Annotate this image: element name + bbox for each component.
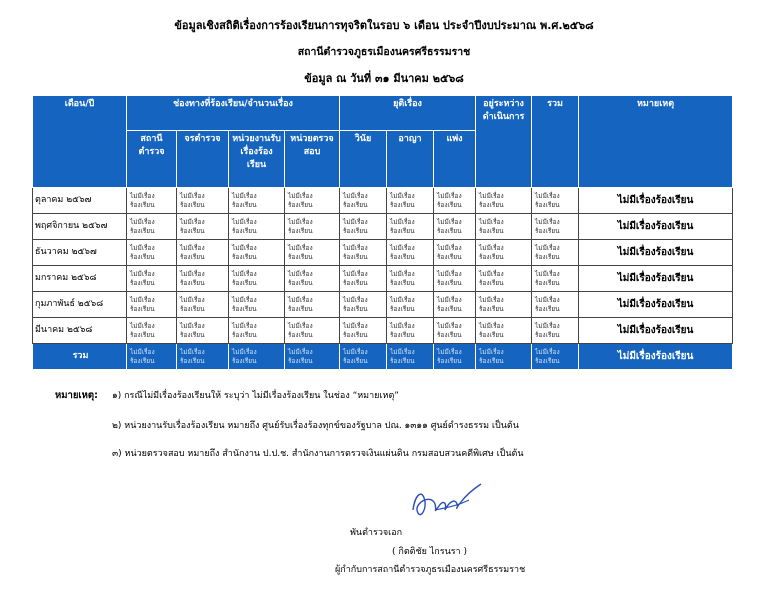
cell-text-line1: ไม่มีเรื่อง [130, 295, 155, 304]
cell-text-line2: ร้องเรียน [437, 304, 462, 313]
cell-text-line1: ไม่มีเรื่อง [343, 191, 368, 200]
cell-text-line2: ร้องเรียน [343, 304, 368, 313]
cell-text-line2: ร้องเรียน [390, 200, 415, 209]
count-cell [229, 318, 285, 344]
remark-cell: ไม่มีเรื่องร้องเรียน [579, 318, 733, 344]
note-item: ๓) หน่วยตรวจสอบ หมายถึง สำนักงาน ป.ป.ช. สำนักงานการตรวจเงินแผ่นดิน กรมสอบสวนคดีพิเศษ เป็นต้น [112, 449, 524, 459]
cell-text-line1: ไม่มีเรื่อง [180, 191, 205, 200]
count-cell [177, 188, 229, 214]
count-cell [434, 266, 476, 292]
data-as-of-date: ข้อมูล ณ วันที่ ๓๑ มีนาคม ๒๕๖๘ [304, 72, 464, 85]
count-cell [434, 214, 476, 240]
cell-text-line1: ไม่มีเรื่อง [288, 321, 313, 330]
cell-text-line2: ร้องเรียน [479, 200, 504, 209]
station-name: สถานีตำรวจภูธรเมืองนครศรีธรรมราช [297, 46, 471, 58]
count-cell [476, 188, 532, 214]
cell-text-line2: ร้องเรียน [180, 330, 205, 339]
header-pending: อยู่ระหว่างดำเนินการ [476, 96, 532, 188]
cell-text-line2: ร้องเรียน [390, 226, 415, 235]
count-cell [229, 188, 285, 214]
cell-text-line2: ร้องเรียน [437, 278, 462, 287]
cell-text-line2: ร้องเรียน [130, 330, 155, 339]
cell-text-line1: ไม่มีเรื่อง [288, 191, 313, 200]
cell-text-line1: ไม่มีเรื่อง [390, 347, 415, 356]
note-item: ๒) หน่วยงานรับเรื่องร้องเรียน หมายถึง ศูนย์รับเรื่องร้องทุกข์ของรัฐบาล ปณ. ๑๓๑๑ ศูนย์ดำรงธรรม เป็นต้น [112, 421, 519, 431]
count-cell [177, 318, 229, 344]
cell-text-line2: ร้องเรียน [130, 278, 155, 287]
count-cell [532, 344, 579, 370]
cell-text-line1: ไม่มีเรื่อง [180, 217, 205, 226]
cell-text-line1: ไม่มีเรื่อง [535, 217, 560, 226]
count-cell [127, 214, 177, 240]
cell-text-line1: ไม่มีเรื่อง [437, 217, 462, 226]
cell-text-line2: ร้องเรียน [343, 356, 368, 365]
count-cell [229, 292, 285, 318]
count-cell [127, 292, 177, 318]
remark-cell: ไม่มีเรื่องร้องเรียน [579, 240, 733, 266]
cell-text-line2: ร้องเรียน [437, 356, 462, 365]
cell-text-line1: ไม่มีเรื่อง [130, 347, 155, 356]
count-cell [285, 318, 340, 344]
subheader-audit-unit: หน่วยตรวจสอบ [285, 131, 340, 188]
cell-text-line2: ร้องเรียน [479, 304, 504, 313]
cell-text-line1: ไม่มีเรื่อง [390, 269, 415, 278]
count-cell [285, 240, 340, 266]
cell-text-line2: ร้องเรียน [535, 252, 560, 261]
month-cell: กุมภาพันธ์ ๒๕๖๘ [33, 292, 127, 318]
cell-text-line2: ร้องเรียน [479, 252, 504, 261]
subheader-patrol: จรตำรวจ [177, 131, 229, 188]
cell-text-line2: ร้องเรียน [288, 304, 313, 313]
count-cell [387, 344, 434, 370]
cell-text-line2: ร้องเรียน [390, 278, 415, 287]
cell-text-line1: ไม่มีเรื่อง [180, 347, 205, 356]
cell-text-line1: ไม่มีเรื่อง [343, 347, 368, 356]
cell-text-line2: ร้องเรียน [390, 330, 415, 339]
cell-text-line2: ร้องเรียน [232, 330, 257, 339]
count-cell [532, 266, 579, 292]
notes-label: หมายเหตุ: [55, 390, 98, 401]
cell-text-line2: ร้องเรียน [437, 226, 462, 235]
cell-text-line2: ร้องเรียน [437, 200, 462, 209]
count-cell [476, 318, 532, 344]
cell-text-line1: ไม่มีเรื่อง [130, 269, 155, 278]
count-cell [127, 188, 177, 214]
cell-text-line2: ร้องเรียน [130, 356, 155, 365]
count-cell [434, 318, 476, 344]
count-cell [177, 214, 229, 240]
count-cell [127, 344, 177, 370]
cell-text-line2: ร้องเรียน [288, 226, 313, 235]
subheader-discipline: วินัย [340, 131, 387, 188]
count-cell [387, 240, 434, 266]
count-cell [434, 344, 476, 370]
cell-text-line1: ไม่มีเรื่อง [288, 295, 313, 304]
signer-position: ผู้กำกับการสถานีตำรวจภูธรเมืองนครศรีธรรมราช [335, 565, 526, 575]
count-cell [340, 292, 387, 318]
cell-text-line2: ร้องเรียน [288, 330, 313, 339]
cell-text-line1: ไม่มีเรื่อง [437, 269, 462, 278]
month-cell: มีนาคม ๒๕๖๘ [33, 318, 127, 344]
count-cell [340, 266, 387, 292]
cell-text-line2: ร้องเรียน [479, 226, 504, 235]
count-cell [285, 214, 340, 240]
cell-text-line1: ไม่มีเรื่อง [390, 321, 415, 330]
cell-text-line2: ร้องเรียน [343, 330, 368, 339]
month-cell: พฤศจิกายน ๒๕๖๗ [33, 214, 127, 240]
count-cell [387, 188, 434, 214]
count-cell [229, 344, 285, 370]
cell-text-line2: ร้องเรียน [288, 356, 313, 365]
table-row [33, 292, 733, 318]
note-item: ๑) กรณีไม่มีเรื่องร้องเรียนให้ ระบุว่า ไม่มีเรื่องร้องเรียน ในช่อง “หมายเหตุ” [112, 391, 399, 401]
cell-text-line1: ไม่มีเรื่อง [479, 217, 504, 226]
cell-text-line2: ร้องเรียน [343, 200, 368, 209]
count-cell [387, 266, 434, 292]
table-row [33, 318, 733, 344]
cell-text-line2: ร้องเรียน [535, 356, 560, 365]
cell-text-line2: ร้องเรียน [343, 278, 368, 287]
count-cell [532, 240, 579, 266]
cell-text-line2: ร้องเรียน [232, 252, 257, 261]
count-cell [340, 240, 387, 266]
cell-text-line2: ร้องเรียน [130, 304, 155, 313]
count-cell [532, 188, 579, 214]
count-cell [532, 292, 579, 318]
count-cell [434, 240, 476, 266]
signature-scribble [405, 480, 485, 528]
count-cell [229, 214, 285, 240]
cell-text-line1: ไม่มีเรื่อง [232, 191, 257, 200]
count-cell [434, 292, 476, 318]
cell-text-line2: ร้องเรียน [180, 252, 205, 261]
cell-text-line2: ร้องเรียน [535, 278, 560, 287]
cell-text-line2: ร้องเรียน [535, 304, 560, 313]
cell-text-line1: ไม่มีเรื่อง [130, 191, 155, 200]
cell-text-line1: ไม่มีเรื่อง [130, 243, 155, 252]
cell-text-line1: ไม่มีเรื่อง [343, 295, 368, 304]
cell-text-line1: ไม่มีเรื่อง [343, 243, 368, 252]
count-cell [177, 292, 229, 318]
cell-text-line1: ไม่มีเรื่อง [390, 217, 415, 226]
cell-text-line1: ไม่มีเรื่อง [535, 321, 560, 330]
subheader-complaint-unit: หน่วยงานรับเรื่องร้องเรียน [229, 131, 285, 188]
count-cell [476, 214, 532, 240]
remark-cell: ไม่มีเรื่องร้องเรียน [579, 292, 733, 318]
cell-text-line2: ร้องเรียน [479, 278, 504, 287]
remark-cell: ไม่มีเรื่องร้องเรียน [579, 266, 733, 292]
cell-text-line1: ไม่มีเรื่อง [535, 295, 560, 304]
cell-text-line1: ไม่มีเรื่อง [479, 295, 504, 304]
count-cell [285, 266, 340, 292]
cell-text-line1: ไม่มีเรื่อง [232, 243, 257, 252]
cell-text-line2: ร้องเรียน [479, 356, 504, 365]
count-cell [476, 266, 532, 292]
cell-text-line1: ไม่มีเรื่อง [437, 295, 462, 304]
count-cell [177, 266, 229, 292]
cell-text-line1: ไม่มีเรื่อง [288, 217, 313, 226]
count-cell [177, 344, 229, 370]
cell-text-line1: ไม่มีเรื่อง [479, 269, 504, 278]
cell-text-line2: ร้องเรียน [180, 278, 205, 287]
cell-text-line1: ไม่มีเรื่อง [437, 191, 462, 200]
cell-text-line1: ไม่มีเรื่อง [180, 243, 205, 252]
cell-text-line2: ร้องเรียน [130, 200, 155, 209]
cell-text-line2: ร้องเรียน [232, 356, 257, 365]
cell-text-line1: ไม่มีเรื่อง [390, 295, 415, 304]
header-total: รวม [532, 96, 579, 188]
count-cell [229, 240, 285, 266]
cell-text-line2: ร้องเรียน [479, 330, 504, 339]
cell-text-line2: ร้องเรียน [437, 330, 462, 339]
count-cell [340, 214, 387, 240]
cell-text-line2: ร้องเรียน [535, 330, 560, 339]
count-cell [476, 292, 532, 318]
cell-text-line1: ไม่มีเรื่อง [479, 321, 504, 330]
cell-text-line2: ร้องเรียน [232, 278, 257, 287]
cell-text-line1: ไม่มีเรื่อง [479, 191, 504, 200]
cell-text-line1: ไม่มีเรื่อง [130, 321, 155, 330]
count-cell [532, 214, 579, 240]
cell-text-line1: ไม่มีเรื่อง [288, 347, 313, 356]
cell-text-line2: ร้องเรียน [535, 200, 560, 209]
cell-text-line2: ร้องเรียน [232, 304, 257, 313]
cell-text-line1: ไม่มีเรื่อง [130, 217, 155, 226]
cell-text-line2: ร้องเรียน [130, 226, 155, 235]
cell-text-line1: ไม่มีเรื่อง [232, 295, 257, 304]
count-cell [387, 318, 434, 344]
cell-text-line1: ไม่มีเรื่อง [535, 269, 560, 278]
count-cell [229, 266, 285, 292]
cell-text-line2: ร้องเรียน [180, 200, 205, 209]
count-cell [340, 344, 387, 370]
month-cell: ธันวาคม ๒๕๖๗ [33, 240, 127, 266]
cell-text-line2: ร้องเรียน [437, 252, 462, 261]
cell-text-line2: ร้องเรียน [232, 200, 257, 209]
cell-text-line1: ไม่มีเรื่อง [288, 243, 313, 252]
cell-text-line2: ร้องเรียน [535, 226, 560, 235]
cell-text-line1: ไม่มีเรื่อง [232, 217, 257, 226]
cell-text-line1: ไม่มีเรื่อง [479, 243, 504, 252]
cell-text-line1: ไม่มีเรื่อง [232, 269, 257, 278]
cell-text-line1: ไม่มีเรื่อง [232, 347, 257, 356]
cell-text-line2: ร้องเรียน [343, 252, 368, 261]
cell-text-line2: ร้องเรียน [288, 200, 313, 209]
count-cell [177, 240, 229, 266]
subheader-civil: แพ่ง [434, 131, 476, 188]
cell-text-line2: ร้องเรียน [288, 252, 313, 261]
cell-text-line1: ไม่มีเรื่อง [535, 243, 560, 252]
table-row [33, 188, 733, 214]
count-cell [285, 188, 340, 214]
count-cell [340, 318, 387, 344]
count-cell [476, 240, 532, 266]
remark-cell: ไม่มีเรื่องร้องเรียน [579, 188, 733, 214]
total-row [33, 344, 733, 370]
cell-text-line2: ร้องเรียน [180, 226, 205, 235]
cell-text-line2: ร้องเรียน [180, 304, 205, 313]
document-title: ข้อมูลเชิงสถิติเรื่องการร้องเรียนการทุจริตในรอบ ๖ เดือน ประจำปีงบประมาณ พ.ศ.๒๕๖๘ [174, 19, 594, 32]
total-remark-cell: ไม่มีเรื่องร้องเรียน [579, 344, 733, 370]
cell-text-line1: ไม่มีเรื่อง [535, 347, 560, 356]
count-cell [127, 318, 177, 344]
subheader-criminal: อาญา [387, 131, 434, 188]
count-cell [387, 292, 434, 318]
cell-text-line2: ร้องเรียน [232, 226, 257, 235]
count-cell [532, 318, 579, 344]
cell-text-line2: ร้องเรียน [390, 252, 415, 261]
cell-text-line1: ไม่มีเรื่อง [343, 217, 368, 226]
remark-cell: ไม่มีเรื่องร้องเรียน [579, 214, 733, 240]
cell-text-line1: ไม่มีเรื่อง [180, 295, 205, 304]
cell-text-line1: ไม่มีเรื่อง [390, 191, 415, 200]
cell-text-line1: ไม่มีเรื่อง [437, 243, 462, 252]
cell-text-line1: ไม่มีเรื่อง [288, 269, 313, 278]
total-label: รวม [33, 344, 127, 370]
cell-text-line1: ไม่มีเรื่อง [232, 321, 257, 330]
cell-text-line1: ไม่มีเรื่อง [535, 191, 560, 200]
cell-text-line1: ไม่มีเรื่อง [343, 269, 368, 278]
header-remark: หมายเหตุ [579, 96, 733, 188]
header-channels: ช่องทางที่ร้องเรียน/จำนวนเรื่อง [127, 96, 340, 131]
month-cell: มกราคม ๒๕๖๘ [33, 266, 127, 292]
cell-text-line1: ไม่มีเรื่อง [479, 347, 504, 356]
header-month: เดือน/ปี [33, 96, 127, 188]
count-cell [285, 344, 340, 370]
count-cell [434, 188, 476, 214]
count-cell [476, 344, 532, 370]
count-cell [340, 188, 387, 214]
subheader-station: สถานีตำรวจ [127, 131, 177, 188]
table-row [33, 214, 733, 240]
cell-text-line2: ร้องเรียน [130, 252, 155, 261]
count-cell [127, 266, 177, 292]
cell-text-line1: ไม่มีเรื่อง [437, 347, 462, 356]
cell-text-line1: ไม่มีเรื่อง [180, 321, 205, 330]
cell-text-line1: ไม่มีเรื่อง [343, 321, 368, 330]
count-cell [285, 292, 340, 318]
table-row [33, 266, 733, 292]
cell-text-line2: ร้องเรียน [390, 356, 415, 365]
count-cell [387, 214, 434, 240]
cell-text-line2: ร้องเรียน [343, 226, 368, 235]
signer-rank: พันตำรวจเอก [350, 528, 403, 538]
cell-text-line1: ไม่มีเรื่อง [437, 321, 462, 330]
cell-text-line2: ร้องเรียน [390, 304, 415, 313]
signer-name: ( กิตติชัย ไกรนรา ) [392, 547, 467, 557]
table-row [33, 240, 733, 266]
count-cell [127, 240, 177, 266]
cell-text-line2: ร้องเรียน [180, 356, 205, 365]
complaint-statistics-table [32, 95, 733, 370]
cell-text-line1: ไม่มีเรื่อง [390, 243, 415, 252]
month-cell: ตุลาคม ๒๕๖๗ [33, 188, 127, 214]
cell-text-line1: ไม่มีเรื่อง [180, 269, 205, 278]
cell-text-line2: ร้องเรียน [288, 278, 313, 287]
header-closed: ยุติเรื่อง [340, 96, 476, 131]
